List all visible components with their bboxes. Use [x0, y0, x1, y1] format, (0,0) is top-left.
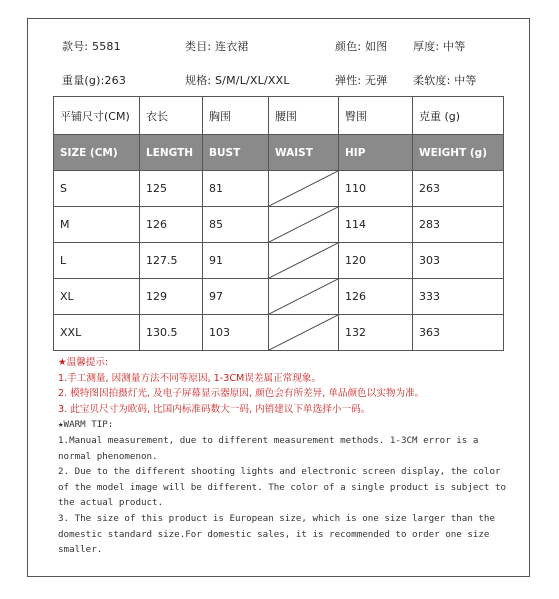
- cn-note-3: 3. 此宝贝尺寸为欧码, 比国内标准码数大一码, 内销建议下单选择小一码。: [58, 403, 371, 415]
- notes-section: [58, 355, 513, 558]
- cell-length: 126: [140, 207, 203, 243]
- cn-header-waist: 腰围: [269, 97, 339, 135]
- cell-hip: 114: [339, 207, 413, 243]
- cell-size: L: [54, 243, 140, 279]
- cell-waist-empty: [269, 207, 339, 243]
- en-header-row: [54, 135, 504, 171]
- cell-waist-empty: [269, 315, 339, 351]
- en-header-bust: BUST: [203, 135, 269, 171]
- cell-weight: 303: [413, 243, 504, 279]
- cell-hip: 132: [339, 315, 413, 351]
- elasticity: 弹性: 无弹: [335, 74, 388, 87]
- category: 类目: 连衣裙: [185, 40, 249, 53]
- cell-length: 129: [140, 279, 203, 315]
- cn-header-length: 衣长: [140, 97, 203, 135]
- en-note-3: 3. The size of this product is European size, which is one size larger than the domestic standard size.For domestic sales, it is recommended to order one size smaller.: [58, 512, 495, 556]
- cell-weight: 333: [413, 279, 504, 315]
- cell-waist-empty: [269, 171, 339, 207]
- color: 颜色: 如图: [335, 40, 388, 53]
- en-note-2: 2. Due to the different shooting lights and electronic screen display, the color of the model image will be different. The color of a single product is subject to the actual product.: [58, 466, 507, 509]
- cn-header-weight: 克重 (g): [413, 97, 504, 135]
- cell-waist-empty: [269, 279, 339, 315]
- cn-note-title: ★温馨提示:: [58, 357, 109, 368]
- softness: 柔软度: 中等: [413, 74, 477, 87]
- cn-header-bust: 胸围: [203, 97, 269, 135]
- cell-length: 130.5: [140, 315, 203, 351]
- weight: 重量(g):263: [62, 74, 127, 87]
- cell-weight: 363: [413, 315, 504, 351]
- en-note-title: ★WARM TIP:: [58, 419, 114, 431]
- en-header-size: SIZE (CM): [54, 135, 140, 171]
- size-table: [53, 96, 504, 351]
- cell-hip: 120: [339, 243, 413, 279]
- cell-size: M: [54, 207, 140, 243]
- cn-note-1: 1.手工测量, 因测量方法不同等原因, 1-3CM误差属正常现象。: [58, 372, 322, 384]
- cn-header-row: [54, 97, 504, 135]
- table-row: [54, 171, 504, 207]
- cell-bust: 103: [203, 315, 269, 351]
- cell-weight: 283: [413, 207, 504, 243]
- cell-bust: 91: [203, 243, 269, 279]
- table-row: [54, 315, 504, 351]
- cn-note-2: 2. 模特图因拍摄灯光, 及电子屏幕显示器原因, 颜色会有所差异, 单品颜色以实物为准。: [58, 388, 425, 400]
- en-header-hip: HIP: [339, 135, 413, 171]
- en-note-1: 1.Manual measurement, due to different measurement methods. 1-3CM error is a normal phenomenon.: [58, 434, 479, 462]
- cell-waist-empty: [269, 243, 339, 279]
- style-no: 款号: 5581: [62, 40, 121, 53]
- cell-hip: 126: [339, 279, 413, 315]
- en-header-waist: WAIST: [269, 135, 339, 171]
- cell-hip: 110: [339, 171, 413, 207]
- table-row: [54, 243, 504, 279]
- cn-header-size: 平铺尺寸(CM): [54, 97, 140, 135]
- table-row: [54, 279, 504, 315]
- cell-size: S: [54, 171, 140, 207]
- cell-weight: 263: [413, 171, 504, 207]
- cell-length: 127.5: [140, 243, 203, 279]
- sizes: 规格: S/M/L/XL/XXL: [185, 74, 290, 87]
- cell-size: XL: [54, 279, 140, 315]
- thickness: 厚度: 中等: [413, 40, 466, 53]
- cell-size: XXL: [54, 315, 140, 351]
- cell-bust: 97: [203, 279, 269, 315]
- cell-bust: 85: [203, 207, 269, 243]
- en-header-length: LENGTH: [140, 135, 203, 171]
- en-header-weight: WEIGHT (g): [413, 135, 504, 171]
- cell-length: 125: [140, 171, 203, 207]
- cell-bust: 81: [203, 171, 269, 207]
- cn-header-hip: 臀围: [339, 97, 413, 135]
- table-row: [54, 207, 504, 243]
